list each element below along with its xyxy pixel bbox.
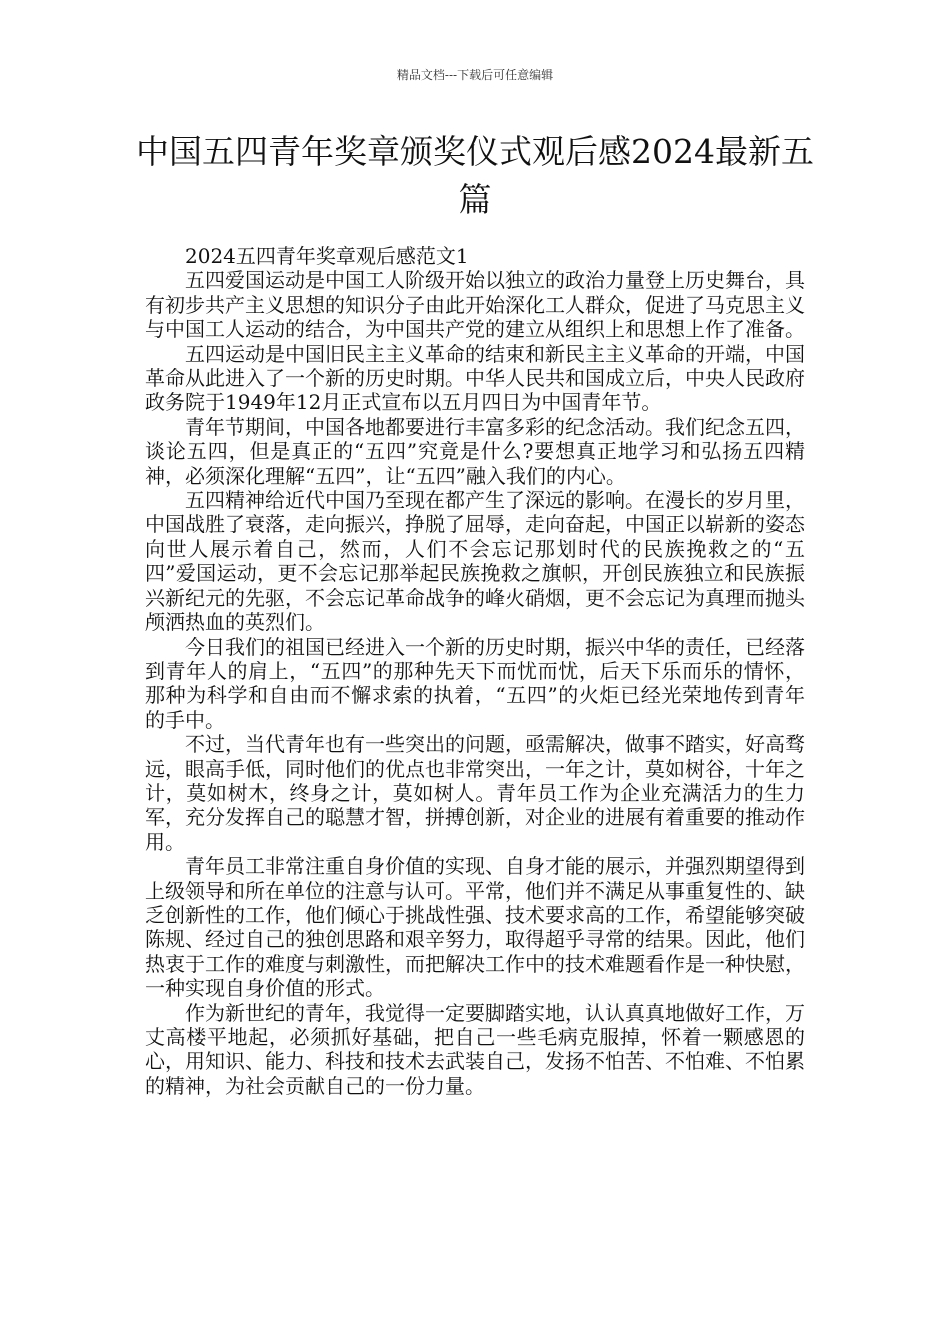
paragraph: 五四爱国运动是中国工人阶级开始以独立的政治力量登上历史舞台，具有初步共产主义思想的知识分子由此开始深化工人群众，促进了马克思主义与中国工人运动的结合，为中国共产党的建立从组织上和思想上作了准备。 [145, 268, 805, 342]
paragraph: 五四精神给近代中国乃至现在都产生了深远的影响。在漫长的岁月里，中国战胜了衰落，走向振兴，挣脱了屈辱，走向奋起，中国正以崭新的姿态向世人展示着自己，然而，人们不会忘记那划时代的民族挽救之的“五四”爱国运动，更不会忘记那举起民族挽救之旗帜，开创民族独立和民族振兴新纪元的先驱，不会忘记革命战争的峰火硝烟，更不会忘记为真理而抛头颅洒热血的英烈们。 [145, 488, 805, 635]
section-heading: 2024五四青年奖章观后感范文1 [185, 244, 469, 268]
paragraph: 不过，当代青年也有一些突出的问题，亟需解决，做事不踏实，好高骛远，眼高手低，同时他们的优点也非常突出，一年之计，莫如树谷，十年之计，莫如树木，终身之计，莫如树人。青年员工作为企业充满活力的生力军，充分发挥自己的聪慧才智，拼搏创新，对企业的进展有着重要的推动作用。 [145, 732, 805, 854]
paragraph: 今日我们的祖国已经进入一个新的历史时期，振兴中华的责任，已经落到青年人的肩上，“五四”的那种先天下而忧而忧，后天下乐而乐的情怀，那种为科学和自由而不懈求索的执着，“五四”的火炬已经光荣地传到青年的手中。 [145, 634, 805, 732]
paragraph: 青年节期间，中国各地都要进行丰富多彩的纪念活动。我们纪念五四，谈论五四，但是真正的“五四”究竟是什么?要想真正地学习和弘扬五四精神，必须深化理解“五四”，让“五四”融入我们的内心。 [145, 414, 805, 488]
paragraph: 青年员工非常注重自身价值的实现、自身才能的展示，并强烈期望得到上级领导和所在单位的注意与认可。平常，他们并不满足从事重复性的、缺乏创新性的工作，他们倾心于挑战性强、技术要求高的工作，希望能够突破陈规、经过自己的独创思路和艰辛努力，取得超乎寻常的结果。因此，他们热衷于工作的难度与刺激性，而把解决工作中的技术难题看作是一种快慰，一种实现自身价值的形式。 [145, 854, 805, 1001]
paragraph: 五四运动是中国旧民主主义革命的结束和新民主主义革命的开端，中国革命从此进入了一个新的历史时期。中华人民共和国成立后，中央人民政府政务院于1949年12月正式宣布以五月四日为中国青年节。 [145, 341, 805, 415]
document-title: 中国五四青年奖章颁奖仪式观后感2024最新五篇 [136, 132, 814, 219]
paragraph: 作为新世纪的青年，我觉得一定要脚踏实地，认认真真地做好工作，万丈高楼平地起，必须抓好基础，把自己一些毛病克服掉，怀着一颗感恩的心，用知识、能力、科技和技术去武装自己，发扬不怕苦、不怕难、不怕累的精神，为社会贡献自己的一份力量。 [145, 1000, 805, 1098]
page-header: 精品文档---下载后可任意编辑 [396, 68, 554, 82]
document-body [145, 244, 805, 1098]
